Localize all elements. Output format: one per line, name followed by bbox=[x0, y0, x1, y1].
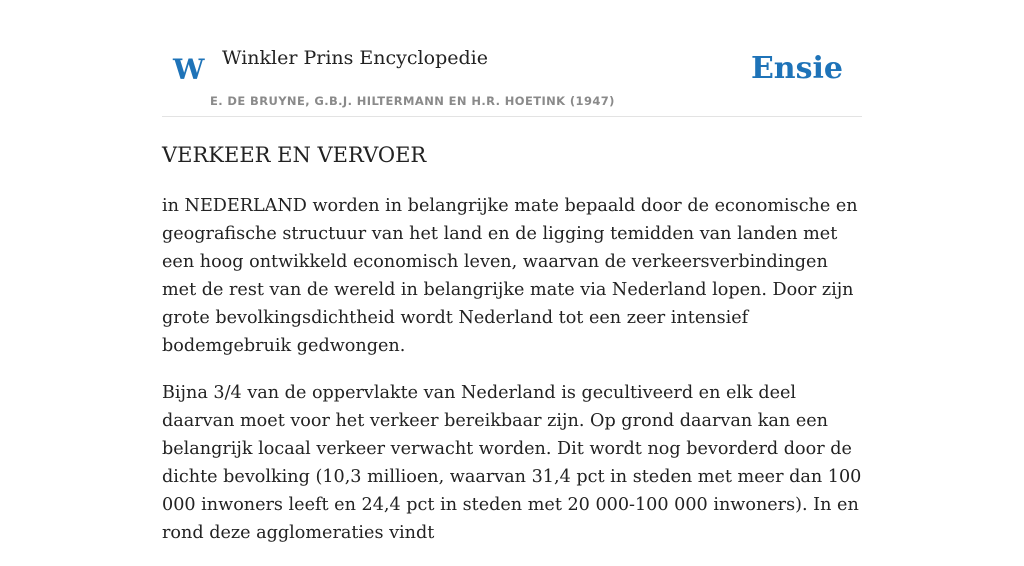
winkler-prins-logo[interactable]: W bbox=[173, 53, 205, 86]
site-header bbox=[162, 0, 862, 117]
article-body bbox=[162, 192, 866, 566]
ensie-brand-logo[interactable]: Ensie bbox=[750, 51, 843, 86]
encyclopedia-authors: E. DE BRUYNE, G.B.J. HILTERMANN EN H.R. HOETINK (1947) bbox=[210, 94, 615, 108]
article-paragraph: in NEDERLAND worden in belangrijke mate bepaald door de economische en geografische structuur van het land en de ligging temidden van landen met een hoog ontwikkeld economisch leven, waarvan de verkeersverbindingen met de rest van de wereld in belangrijke mate via Nederland lopen. Door zijn grote bevolkingsdichtheid wordt Nederland tot een zeer intensief bodemgebruik gedwongen. bbox=[162, 196, 858, 356]
article-title: VERKEER EN VERVOER bbox=[162, 143, 427, 167]
encyclopedia-title[interactable]: Winkler Prins Encyclopedie bbox=[222, 47, 488, 69]
article-paragraph: Bijna 3/4 van de oppervlakte van Nederland is gecultiveerd en elk deel daarvan moet voor het verkeer bereikbaar zijn. Op grond daarvan kan een belangrijk locaal verkeer verwacht worden. Dit wordt nog bevorderd door de dichte bevolking (10,3 millioen, waarvan 31,4 pct in steden met meer dan 100 000 inwoners leeft en 24,4 pct in steden met 20 000-100 000 inwoners). In en rond deze agglomeraties vindt bbox=[162, 383, 862, 543]
